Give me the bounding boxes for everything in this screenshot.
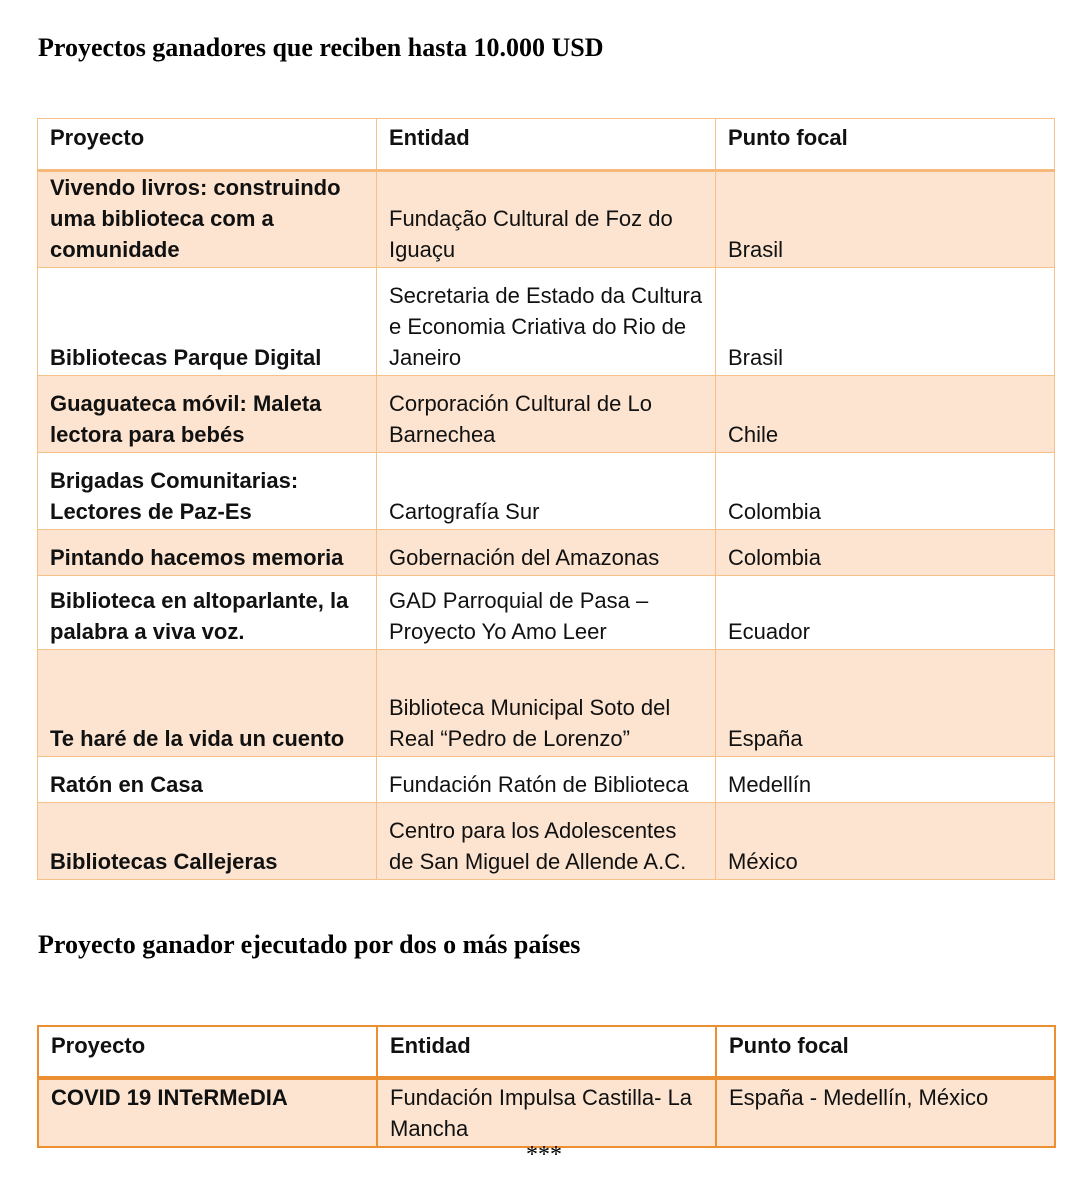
cell-punto-focal: Brasil [716, 268, 1055, 376]
table-row [38, 757, 1055, 803]
cell-entidad: Biblioteca Municipal Soto del Real “Pedro de Lorenzo” [377, 650, 716, 757]
column-header-punto-focal: Punto focal [716, 119, 1055, 171]
cell-punto-focal: Medellín [716, 757, 1055, 803]
table-row [38, 576, 1055, 650]
column-header-entidad: Entidad [377, 1026, 716, 1078]
cell-entidad: Centro para los Adolescentes de San Miguel de Allende A.C. [377, 803, 716, 880]
cell-entidad: Fundación Ratón de Biblioteca [377, 757, 716, 803]
cell-proyecto: Brigadas Comunitarias: Lectores de Paz-Es [38, 453, 377, 530]
cell-proyecto: COVID 19 INTeRMeDIA [38, 1078, 377, 1147]
cell-entidad: Cartografía Sur [377, 453, 716, 530]
cell-punto-focal: Colombia [716, 453, 1055, 530]
cell-punto-focal: Ecuador [716, 576, 1055, 650]
table-row [38, 530, 1055, 576]
table-row [38, 376, 1055, 453]
table-header-row [38, 1026, 1055, 1078]
table-row [38, 1078, 1055, 1147]
cell-punto-focal: España - Medellín, México [716, 1078, 1055, 1147]
cell-entidad: Fundación Impulsa Castilla- La Mancha [377, 1078, 716, 1147]
section-title-winners: Proyectos ganadores que reciben hasta 10.000 USD [38, 33, 604, 62]
section-title-multicountry: Proyecto ganador ejecutado por dos o más países [38, 930, 581, 959]
cell-proyecto: Bibliotecas Parque Digital [38, 268, 377, 376]
column-header-punto-focal: Punto focal [716, 1026, 1055, 1078]
multicountry-table [37, 1025, 1056, 1148]
table-row [38, 268, 1055, 376]
cell-entidad: GAD Parroquial de Pasa – Proyecto Yo Amo Leer [377, 576, 716, 650]
section-separator: *** [526, 1142, 562, 1168]
cell-proyecto: Biblioteca en altoparlante, la palabra a viva voz. [38, 576, 377, 650]
cell-proyecto: Bibliotecas Callejeras [38, 803, 377, 880]
cell-proyecto: Ratón en Casa [38, 757, 377, 803]
column-header-proyecto: Proyecto [38, 119, 377, 171]
cell-proyecto: Pintando hacemos memoria [38, 530, 377, 576]
table-row [38, 803, 1055, 880]
cell-punto-focal: Colombia [716, 530, 1055, 576]
cell-punto-focal: México [716, 803, 1055, 880]
table-row [38, 171, 1055, 268]
column-header-entidad: Entidad [377, 119, 716, 171]
table-row [38, 453, 1055, 530]
cell-entidad: Gobernación del Amazonas [377, 530, 716, 576]
cell-punto-focal: Chile [716, 376, 1055, 453]
cell-entidad: Secretaria de Estado da Cultura e Economia Criativa do Rio de Janeiro [377, 268, 716, 376]
cell-entidad: Corporación Cultural de Lo Barnechea [377, 376, 716, 453]
cell-proyecto: Vivendo livros: construindo uma biblioteca com a comunidade [38, 171, 377, 268]
cell-punto-focal: Brasil [716, 171, 1055, 268]
winners-table [37, 118, 1055, 880]
column-header-proyecto: Proyecto [38, 1026, 377, 1078]
cell-entidad: Fundação Cultural de Foz do Iguaçu [377, 171, 716, 268]
table-header-row [38, 119, 1055, 171]
cell-punto-focal: España [716, 650, 1055, 757]
cell-proyecto: Te haré de la vida un cuento [38, 650, 377, 757]
table-row [38, 650, 1055, 757]
cell-proyecto: Guaguateca móvil: Maleta lectora para bebés [38, 376, 377, 453]
